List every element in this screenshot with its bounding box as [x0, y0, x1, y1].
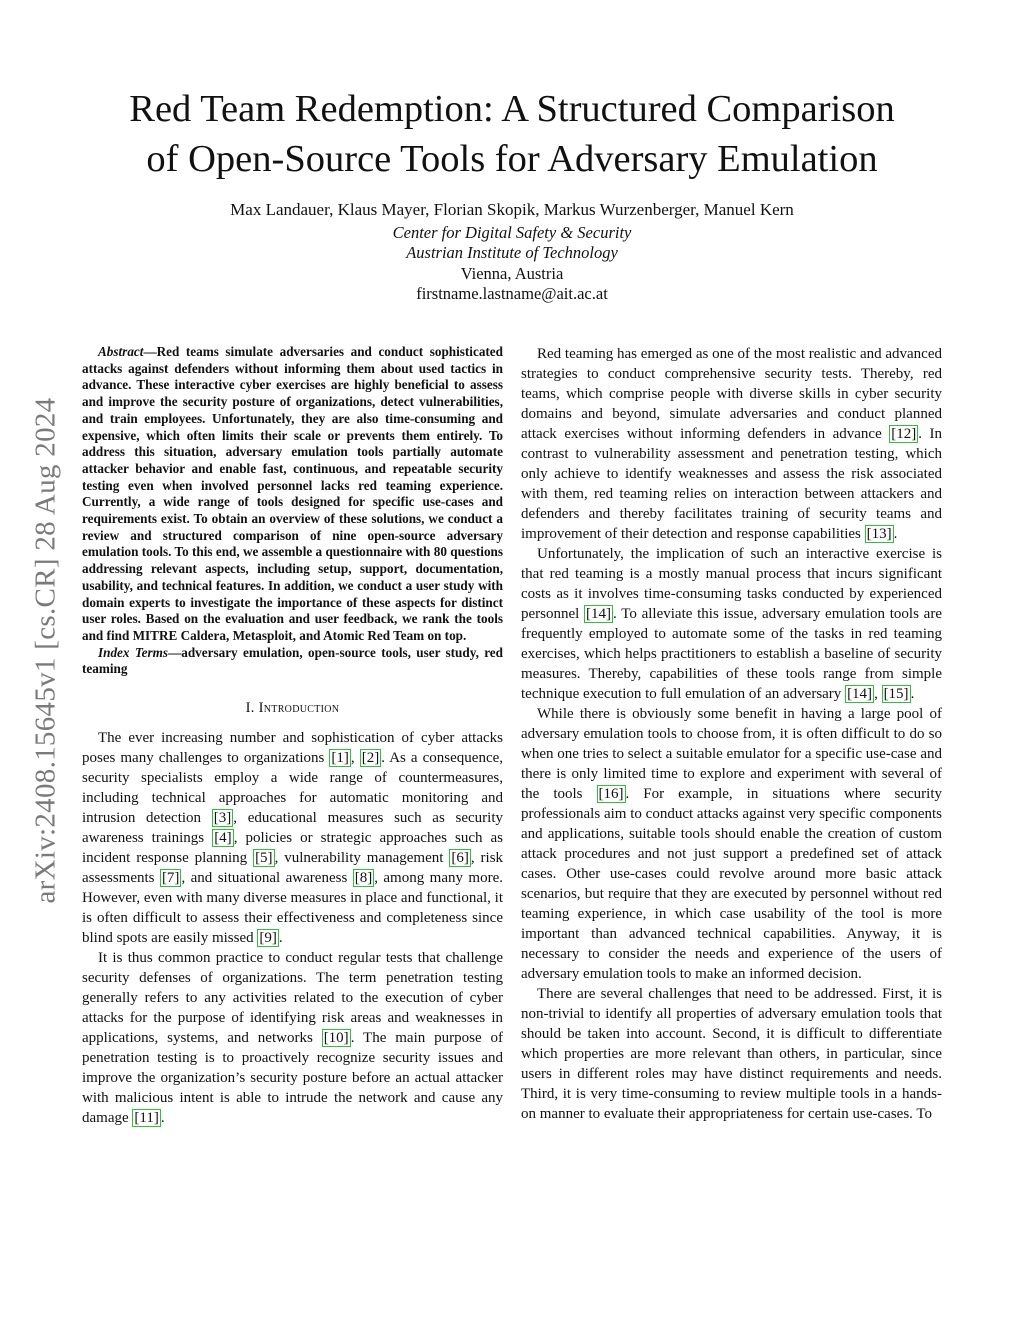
paragraph-text: . — [278, 930, 283, 947]
citation-link[interactable]: [15] — [883, 686, 909, 702]
paragraph-text: It is thus common practice to conduct regular tests that challenge security defenses of organizations. The term penetration testing generally refers to any activities related to the execution of cyber attacks for the purpose of identifying risk areas and weaknesses in applications, systems, and networks — [82, 950, 503, 1047]
paragraph-text: The ever increasing number and sophistication of cyber attacks poses many challenges to organizations — [82, 730, 503, 767]
citation-link[interactable]: [13] — [866, 526, 892, 542]
right-column-body — [521, 344, 942, 1124]
paragraph-text: . — [160, 1110, 165, 1127]
arxiv-identifier-stamp — [28, 340, 64, 960]
index-terms — [82, 645, 503, 678]
citation-link[interactable]: [16] — [598, 786, 624, 802]
paragraph-text: , — [874, 686, 882, 702]
paragraph-text: . — [910, 686, 915, 702]
citation-link[interactable]: [14] — [586, 606, 612, 622]
paragraph-text: , educational measures such as security awareness trainings — [82, 810, 503, 847]
arxiv-identifier: arXiv:2408.15645v1 [cs.CR] 28 Aug 2024 — [29, 397, 62, 903]
citation-link[interactable]: [9] — [259, 930, 277, 947]
author-names: Max Landauer, Klaus Mayer, Florian Skopik, Markus Wurzenberger, Manuel Kern — [230, 200, 794, 219]
citation-link[interactable]: [8] — [354, 870, 373, 887]
paragraph-text: . As a consequence, security specialists employ a wide range of countermeasures, including technical approaches for automatic monitoring and intrusion detection — [82, 750, 504, 827]
abstract-text: —Red teams simulate adversaries and conduct sophisticated attacks against defenders without informing them about used tactics in advance. These interactive cyber exercises are highly beneficial to assess and improve the security posture of organizations, detect vulnerabilities, and train employees. Unfortunately, they are also time-consuming and expensive, which often limits their scale or prevents them entirely. To address this situation, adversary emulation tools partially automate attacker behavior and enable fast, continuous, and repeatable security testing even when involved personnel lacks red teaming experience. Currently, a wide range of tools designed for specific use-cases and requirements exist. To obtain an overview of these solutions, we conduct a review and structured comparison of nine open-source adversary emulation tools. To this end, we assemble a questionnaire with 80 questions addressing relevant aspects, including setup, support, documentation, usability, and technical features. In addition, we conduct a user study with domain experts to investigate the importance of these aspects for distinct user roles. Based on the evaluation and user feedback, we rank the tools and find MITRE Caldera, Metasploit, and Atomic Red Team on top. — [82, 344, 503, 643]
paragraph-text: Unfortunately, the implication of such an interactive exercise is that red teaming is a mostly manual process that incurs significant costs as it involves time-consuming tasks conducted by experienced personnel — [521, 546, 942, 622]
paragraph-text: . — [893, 526, 898, 542]
paragraph-text: , and situational awareness — [181, 870, 353, 887]
section-heading-introduction — [82, 698, 503, 718]
paragraph-text: , — [350, 750, 360, 767]
left-column-body — [82, 728, 503, 1128]
body-paragraph — [82, 728, 503, 948]
citation-link[interactable]: [14] — [847, 686, 873, 702]
abstract — [82, 344, 503, 645]
citation-link[interactable]: [1] — [331, 750, 349, 767]
affiliation-institute: Austrian Institute of Technology — [406, 243, 618, 262]
citation-link[interactable]: [10] — [323, 1030, 349, 1047]
citation-link[interactable]: [3] — [213, 810, 232, 827]
section-title: Introduction — [258, 700, 340, 717]
index-terms-lead: Index Terms — [98, 644, 169, 660]
affiliation-center: Center for Digital Safety & Security — [392, 222, 632, 242]
body-paragraph — [521, 544, 942, 704]
body-paragraph — [521, 704, 942, 984]
paper-title-line-1: Red Team Redemption: A Structured Comparison — [129, 88, 895, 130]
paragraph-text: . For example, in situations where security professionals aim to conduct attacks against very specific components and applications, suitable tools should enable the creation of custom attack procedures and not just support a predefined set of attack cases. Other use-cases could revolve around more basic attack scenarios, but require that they are executed by personnel without red teaming experience, in which case usability of the tool is more important than advanced technical capabilities. Anyway, it is necessary to consider the needs and experience of the users of adversary emulation tools to make an informed decision. — [521, 786, 942, 982]
citation-link[interactable]: [7] — [161, 870, 180, 887]
section-number: I. — [245, 700, 259, 717]
abstract-lead: Abstract — [98, 344, 144, 359]
paragraph-text: , vulnerability management — [274, 850, 450, 867]
left-column — [82, 344, 503, 1128]
citation-link[interactable]: [6] — [451, 850, 469, 867]
citation-link[interactable]: [2] — [361, 750, 380, 767]
paper-title — [60, 84, 964, 184]
paragraph-text: Red teaming has emerged as one of the most realistic and advanced strategies to conduct comprehensive security tests. Thereby, red teams, which comprise people with diverse skills in cyber security domains and beyond, simulate adversaries and conduct planned attack exercises without informing defenders in advance — [521, 346, 942, 442]
paragraph-text: There are several challenges that need to be addressed. First, it is non-trivial to identify all properties of adversary emulation tools that should be taken into account. Second, it is difficult to differentiate which properties are more relevant than others, in particular, since users in different roles may have distinct requirements and needs. Third, it is very time-consuming to review multiple tools in a hands-on manner to evaluate their appropriateness for certain use-cases. To — [521, 986, 942, 1122]
citation-link[interactable]: [12] — [891, 426, 917, 442]
body-paragraph — [521, 344, 942, 544]
right-column — [521, 344, 942, 1124]
paragraph-text: , among many more. However, even with many diverse measures in place and functional, it is often difficult to assess their effectiveness and completeness since blind spots are easily missed — [82, 870, 503, 947]
index-terms-text: —adversary emulation, open-source tools, user study, red teaming — [82, 644, 503, 677]
body-paragraph — [82, 948, 503, 1128]
author-email: firstname.lastname@ait.ac.at — [416, 284, 608, 303]
citation-link[interactable]: [4] — [214, 830, 232, 847]
paragraph-text: While there is obviously some benefit in having a large pool of adversary emulation tools to choose from, it is often difficult to do so when one tries to select a suitable emulator for a specific use-case and there is only limited time to explore and experiment with several of the tools — [521, 706, 942, 802]
body-paragraph — [521, 984, 942, 1124]
citation-link[interactable]: [5] — [255, 850, 273, 867]
paragraph-text: . In contrast to vulnerability assessment and penetration testing, which only achieve to identify weaknesses and assess the risk associated with them, red teaming relies on interaction between attackers and defenders and thereby facilitates training of security teams and improvement of their detection and response capabilities — [521, 426, 943, 542]
affiliation-location: Vienna, Austria — [460, 263, 564, 283]
author-block — [120, 200, 904, 305]
paragraph-text: . The main purpose of penetration testing is to proactively recognize security issues and improve the organization’s security posture before an actual attacker with malicious intent is able to intrude the network and cause any damage — [82, 1030, 504, 1127]
paragraph-text: , policies or strategic approaches such as incident response planning — [82, 830, 503, 867]
paragraph-text: . To alleviate this issue, adversary emulation tools are frequently employed to automate some of the tasks in red teaming exercises, which helps practitioners to establish a baseline of security measures. Thereby, capabilities of these tools range from simple technique execution to full emulation of an adversary — [521, 606, 942, 702]
paper-title-line-2: of Open-Source Tools for Adversary Emulation — [146, 138, 878, 180]
citation-link[interactable]: [11] — [134, 1110, 159, 1127]
paragraph-text: , risk assessments — [82, 850, 504, 887]
